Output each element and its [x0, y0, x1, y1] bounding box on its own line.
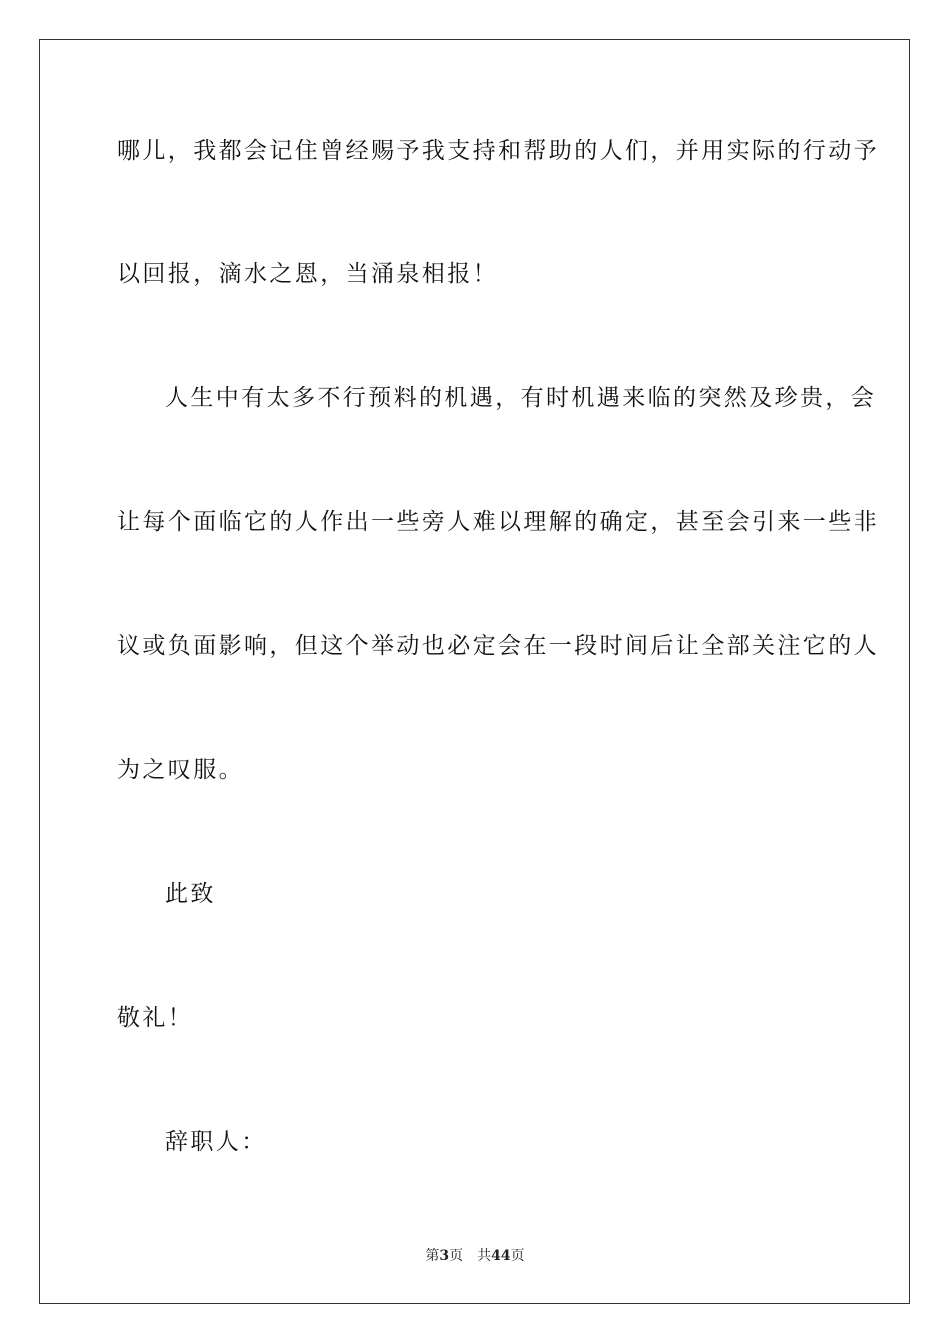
footer-current-page: 3 — [439, 1248, 450, 1264]
paragraph-line-3: 议或负面影响，但这个举动也必定会在一段时间后让全部关注它的人 — [117, 633, 879, 659]
footer-total-pages: 44 — [491, 1248, 511, 1264]
footer-total-prefix: 共 — [477, 1248, 492, 1264]
footer-page-suffix: 页 — [449, 1248, 464, 1264]
body-line-2: 以回报，滴水之恩，当涌泉相报！ — [117, 261, 498, 287]
footer-page-prefix: 第 — [425, 1248, 440, 1264]
page-footer — [0, 1247, 950, 1265]
page-frame — [39, 39, 910, 1304]
closing-respect: 敬礼！ — [117, 1005, 194, 1031]
paragraph-line-2: 让每个面临它的人作出一些旁人难以理解的确定，甚至会引来一些非 — [117, 509, 879, 535]
closing-salutation: 此致 — [165, 881, 216, 907]
paragraph-line-4: 为之叹服。 — [117, 757, 244, 783]
footer-total-suffix: 页 — [510, 1248, 525, 1264]
signature-label: 辞职人： — [165, 1129, 267, 1155]
paragraph-line-1: 人生中有太多不行预料的机遇，有时机遇来临的突然及珍贵，会 — [165, 385, 877, 411]
body-line-1: 哪儿，我都会记住曾经赐予我支持和帮助的人们，并用实际的行动予 — [117, 138, 879, 164]
